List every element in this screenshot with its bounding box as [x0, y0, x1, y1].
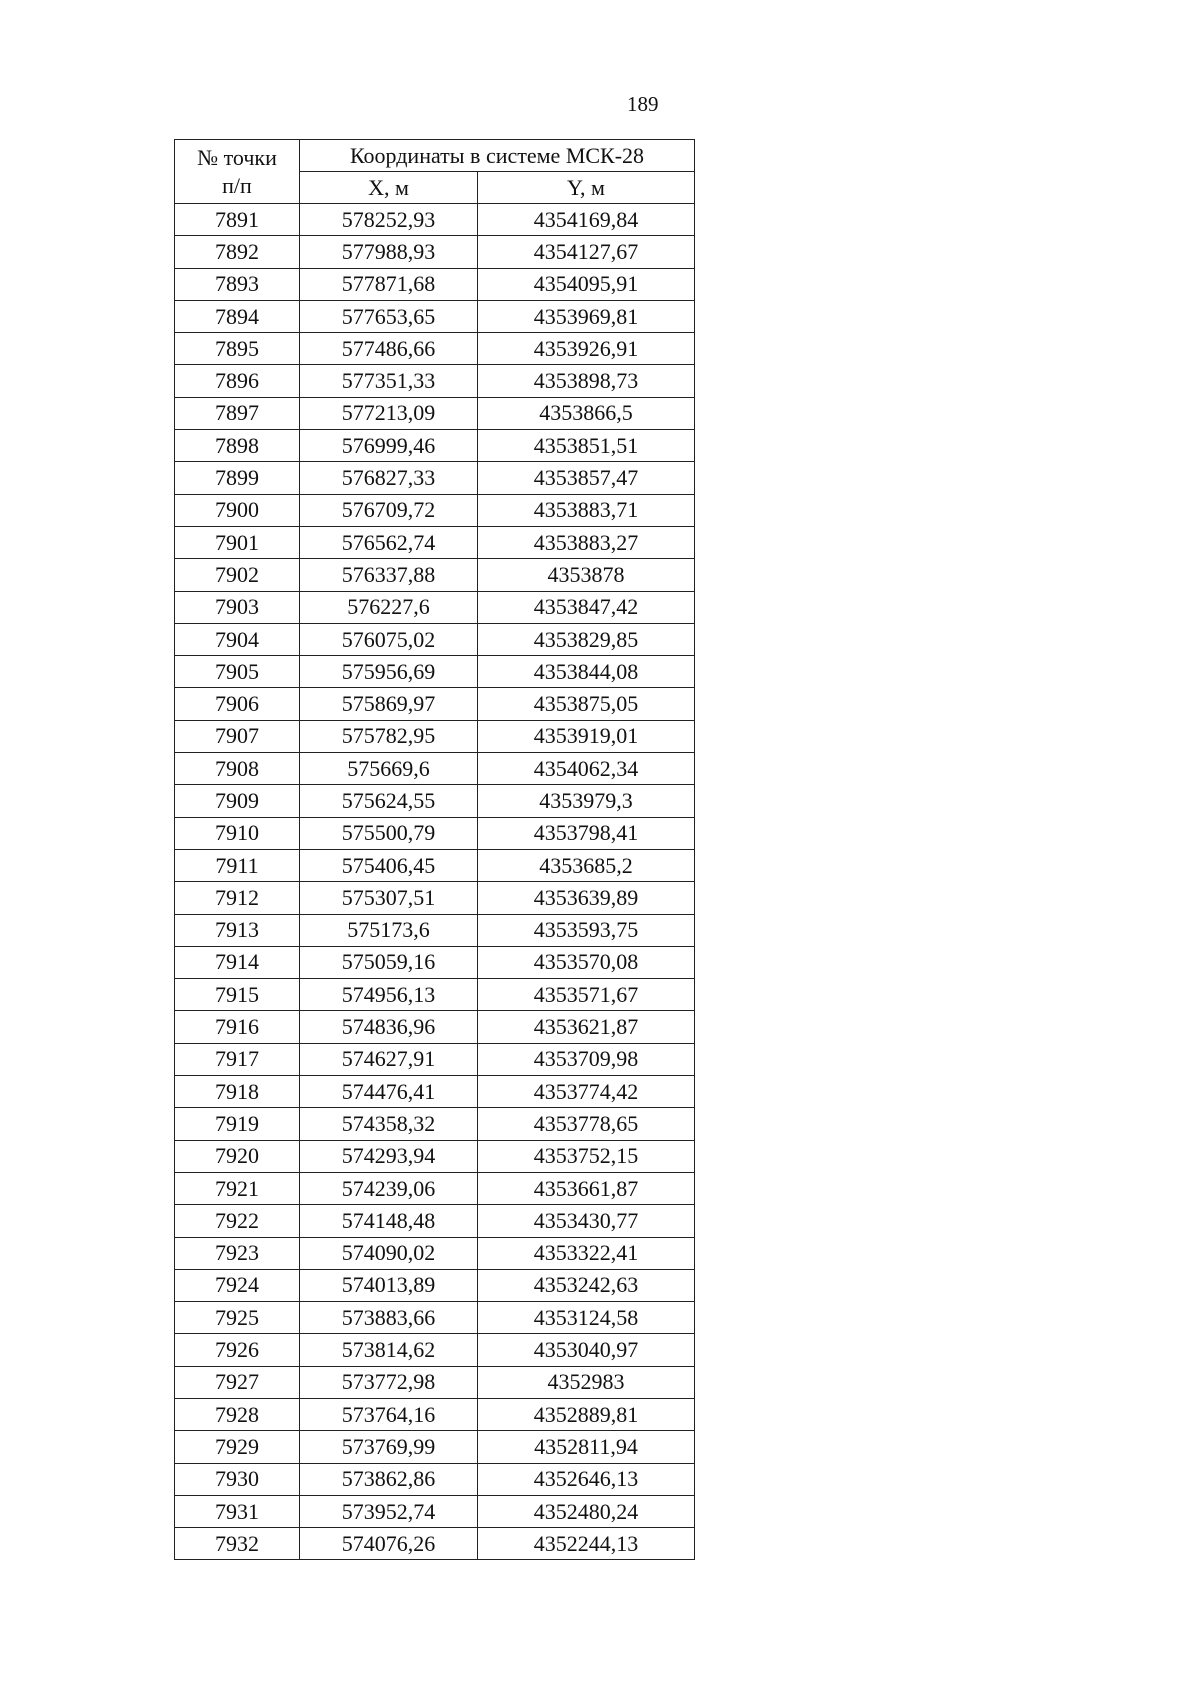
x-coordinate-cell: 575624,55 — [300, 785, 478, 817]
table-row — [175, 688, 695, 720]
y-column-header: Y, м — [478, 172, 695, 204]
x-coordinate-cell: 574956,13 — [300, 979, 478, 1011]
y-coordinate-cell: 4353685,2 — [478, 849, 695, 881]
x-coordinate-cell: 573772,98 — [300, 1366, 478, 1398]
x-coordinate-cell: 577653,65 — [300, 300, 478, 332]
table-row — [175, 1269, 695, 1301]
x-coordinate-cell: 574239,06 — [300, 1172, 478, 1204]
y-coordinate-cell: 4353639,89 — [478, 882, 695, 914]
point-number-cell: 7924 — [175, 1269, 300, 1301]
table-row — [175, 300, 695, 332]
x-coordinate-cell: 573769,99 — [300, 1431, 478, 1463]
y-coordinate-cell: 4354062,34 — [478, 753, 695, 785]
point-number-cell: 7893 — [175, 268, 300, 300]
y-coordinate-cell: 4353919,01 — [478, 720, 695, 752]
point-number-cell: 7917 — [175, 1043, 300, 1075]
table-row — [175, 204, 695, 236]
table-row — [175, 1140, 695, 1172]
table-row — [175, 1108, 695, 1140]
table-row — [175, 1043, 695, 1075]
table-row — [175, 1366, 695, 1398]
table-row — [175, 1076, 695, 1108]
point-number-cell: 7916 — [175, 1011, 300, 1043]
table-row — [175, 397, 695, 429]
table-row — [175, 494, 695, 526]
table-row — [175, 914, 695, 946]
x-coordinate-cell: 576562,74 — [300, 526, 478, 558]
point-number-cell: 7914 — [175, 946, 300, 978]
x-coordinate-cell: 573764,16 — [300, 1398, 478, 1430]
y-coordinate-cell: 4353124,58 — [478, 1302, 695, 1334]
point-number-cell: 7909 — [175, 785, 300, 817]
x-coordinate-cell: 574148,48 — [300, 1205, 478, 1237]
point-number-header-line2: п/п — [222, 172, 252, 198]
y-coordinate-cell: 4353709,98 — [478, 1043, 695, 1075]
point-number-cell: 7915 — [175, 979, 300, 1011]
x-coordinate-cell: 573814,62 — [300, 1334, 478, 1366]
y-coordinate-cell: 4352889,81 — [478, 1398, 695, 1430]
point-number-cell: 7905 — [175, 656, 300, 688]
x-coordinate-cell: 576227,6 — [300, 591, 478, 623]
x-coordinate-cell: 576709,72 — [300, 494, 478, 526]
table-row — [175, 1495, 695, 1527]
table-row — [175, 1398, 695, 1430]
x-coordinate-cell: 575669,6 — [300, 753, 478, 785]
table-row — [175, 882, 695, 914]
y-coordinate-cell: 4353979,3 — [478, 785, 695, 817]
point-number-cell: 7926 — [175, 1334, 300, 1366]
y-coordinate-cell: 4353661,87 — [478, 1172, 695, 1204]
point-number-cell: 7920 — [175, 1140, 300, 1172]
coordinates-group-header: Координаты в системе МСК-28 — [300, 140, 695, 172]
table-row — [175, 979, 695, 1011]
x-coordinate-cell: 576999,46 — [300, 430, 478, 462]
table-header — [175, 140, 695, 204]
header-row-1 — [175, 140, 695, 172]
table-row — [175, 333, 695, 365]
table-body — [175, 204, 695, 1560]
point-number-cell: 7912 — [175, 882, 300, 914]
table-row — [175, 559, 695, 591]
y-coordinate-cell: 4353571,67 — [478, 979, 695, 1011]
y-coordinate-cell: 4353878 — [478, 559, 695, 591]
x-coordinate-cell: 574476,41 — [300, 1076, 478, 1108]
point-number-cell: 7897 — [175, 397, 300, 429]
table-row — [175, 591, 695, 623]
point-number-cell: 7931 — [175, 1495, 300, 1527]
table-row — [175, 1205, 695, 1237]
x-column-header: X, м — [300, 172, 478, 204]
y-coordinate-cell: 4354169,84 — [478, 204, 695, 236]
x-coordinate-cell: 574090,02 — [300, 1237, 478, 1269]
y-coordinate-cell: 4353621,87 — [478, 1011, 695, 1043]
point-number-cell: 7903 — [175, 591, 300, 623]
x-coordinate-cell: 574627,91 — [300, 1043, 478, 1075]
point-number-cell: 7906 — [175, 688, 300, 720]
point-number-cell: 7892 — [175, 236, 300, 268]
x-coordinate-cell: 574836,96 — [300, 1011, 478, 1043]
y-coordinate-cell: 4354095,91 — [478, 268, 695, 300]
y-coordinate-cell: 4353322,41 — [478, 1237, 695, 1269]
point-number-cell: 7899 — [175, 462, 300, 494]
x-coordinate-cell: 573883,66 — [300, 1302, 478, 1334]
y-coordinate-cell: 4353593,75 — [478, 914, 695, 946]
table-row — [175, 753, 695, 785]
table-row — [175, 1431, 695, 1463]
y-coordinate-cell: 4353866,5 — [478, 397, 695, 429]
x-coordinate-cell: 577871,68 — [300, 268, 478, 300]
table-row — [175, 623, 695, 655]
y-coordinate-cell: 4353883,27 — [478, 526, 695, 558]
table-row — [175, 1172, 695, 1204]
y-coordinate-cell: 4353798,41 — [478, 817, 695, 849]
x-coordinate-cell: 578252,93 — [300, 204, 478, 236]
table-row — [175, 849, 695, 881]
x-coordinate-cell: 575059,16 — [300, 946, 478, 978]
coordinates-table — [174, 139, 695, 1560]
table-row — [175, 656, 695, 688]
y-coordinate-cell: 4354127,67 — [478, 236, 695, 268]
point-number-cell: 7927 — [175, 1366, 300, 1398]
y-coordinate-cell: 4353752,15 — [478, 1140, 695, 1172]
point-number-cell: 7913 — [175, 914, 300, 946]
y-coordinate-cell: 4353847,42 — [478, 591, 695, 623]
point-number-cell: 7908 — [175, 753, 300, 785]
point-number-cell: 7901 — [175, 526, 300, 558]
x-coordinate-cell: 574076,26 — [300, 1528, 478, 1560]
point-number-cell: 7918 — [175, 1076, 300, 1108]
y-coordinate-cell: 4353851,51 — [478, 430, 695, 462]
point-number-cell: 7894 — [175, 300, 300, 332]
y-coordinate-cell: 4353969,81 — [478, 300, 695, 332]
y-coordinate-cell: 4353430,77 — [478, 1205, 695, 1237]
point-number-header-line1: № точки — [197, 144, 277, 170]
point-number-cell: 7895 — [175, 333, 300, 365]
x-coordinate-cell: 575782,95 — [300, 720, 478, 752]
y-coordinate-cell: 4353844,08 — [478, 656, 695, 688]
x-coordinate-cell: 573862,86 — [300, 1463, 478, 1495]
table-row — [175, 720, 695, 752]
y-coordinate-cell: 4353040,97 — [478, 1334, 695, 1366]
point-number-header — [175, 140, 300, 204]
point-number-cell: 7929 — [175, 1431, 300, 1463]
x-coordinate-cell: 577988,93 — [300, 236, 478, 268]
y-coordinate-cell: 4352244,13 — [478, 1528, 695, 1560]
table-row — [175, 1528, 695, 1560]
table-row — [175, 268, 695, 300]
x-coordinate-cell: 576337,88 — [300, 559, 478, 591]
y-coordinate-cell: 4352480,24 — [478, 1495, 695, 1527]
point-number-cell: 7902 — [175, 559, 300, 591]
y-coordinate-cell: 4352646,13 — [478, 1463, 695, 1495]
x-coordinate-cell: 577213,09 — [300, 397, 478, 429]
x-coordinate-cell: 574013,89 — [300, 1269, 478, 1301]
point-number-cell: 7904 — [175, 623, 300, 655]
point-number-cell: 7896 — [175, 365, 300, 397]
table-row — [175, 365, 695, 397]
table-row — [175, 526, 695, 558]
y-coordinate-cell: 4353778,65 — [478, 1108, 695, 1140]
table-row — [175, 1011, 695, 1043]
table-row — [175, 430, 695, 462]
table-row — [175, 785, 695, 817]
y-coordinate-cell: 4353926,91 — [478, 333, 695, 365]
y-coordinate-cell: 4353829,85 — [478, 623, 695, 655]
point-number-cell: 7928 — [175, 1398, 300, 1430]
table-row — [175, 817, 695, 849]
point-number-cell: 7898 — [175, 430, 300, 462]
point-number-cell: 7923 — [175, 1237, 300, 1269]
x-coordinate-cell: 577486,66 — [300, 333, 478, 365]
table-row — [175, 236, 695, 268]
y-coordinate-cell: 4353242,63 — [478, 1269, 695, 1301]
point-number-cell: 7925 — [175, 1302, 300, 1334]
point-number-cell: 7910 — [175, 817, 300, 849]
y-coordinate-cell: 4353883,71 — [478, 494, 695, 526]
table-row — [175, 1302, 695, 1334]
x-coordinate-cell: 577351,33 — [300, 365, 478, 397]
y-coordinate-cell: 4353898,73 — [478, 365, 695, 397]
x-coordinate-cell: 575956,69 — [300, 656, 478, 688]
point-number-cell: 7921 — [175, 1172, 300, 1204]
point-number-cell: 7922 — [175, 1205, 300, 1237]
point-number-cell: 7891 — [175, 204, 300, 236]
table-row — [175, 1237, 695, 1269]
table-row — [175, 1334, 695, 1366]
table-row — [175, 946, 695, 978]
y-coordinate-cell: 4353875,05 — [478, 688, 695, 720]
y-coordinate-cell: 4352983 — [478, 1366, 695, 1398]
y-coordinate-cell: 4353857,47 — [478, 462, 695, 494]
point-number-cell: 7907 — [175, 720, 300, 752]
y-coordinate-cell: 4352811,94 — [478, 1431, 695, 1463]
x-coordinate-cell: 575307,51 — [300, 882, 478, 914]
x-coordinate-cell: 573952,74 — [300, 1495, 478, 1527]
x-coordinate-cell: 574293,94 — [300, 1140, 478, 1172]
x-coordinate-cell: 575500,79 — [300, 817, 478, 849]
y-coordinate-cell: 4353774,42 — [478, 1076, 695, 1108]
table-row — [175, 1463, 695, 1495]
page-number: 189 — [627, 92, 659, 116]
y-coordinate-cell: 4353570,08 — [478, 946, 695, 978]
x-coordinate-cell: 574358,32 — [300, 1108, 478, 1140]
point-number-cell: 7932 — [175, 1528, 300, 1560]
point-number-cell: 7919 — [175, 1108, 300, 1140]
x-coordinate-cell: 575869,97 — [300, 688, 478, 720]
point-number-cell: 7930 — [175, 1463, 300, 1495]
x-coordinate-cell: 576827,33 — [300, 462, 478, 494]
point-number-cell: 7900 — [175, 494, 300, 526]
x-coordinate-cell: 575406,45 — [300, 849, 478, 881]
x-coordinate-cell: 576075,02 — [300, 623, 478, 655]
point-number-cell: 7911 — [175, 849, 300, 881]
x-coordinate-cell: 575173,6 — [300, 914, 478, 946]
table-row — [175, 462, 695, 494]
